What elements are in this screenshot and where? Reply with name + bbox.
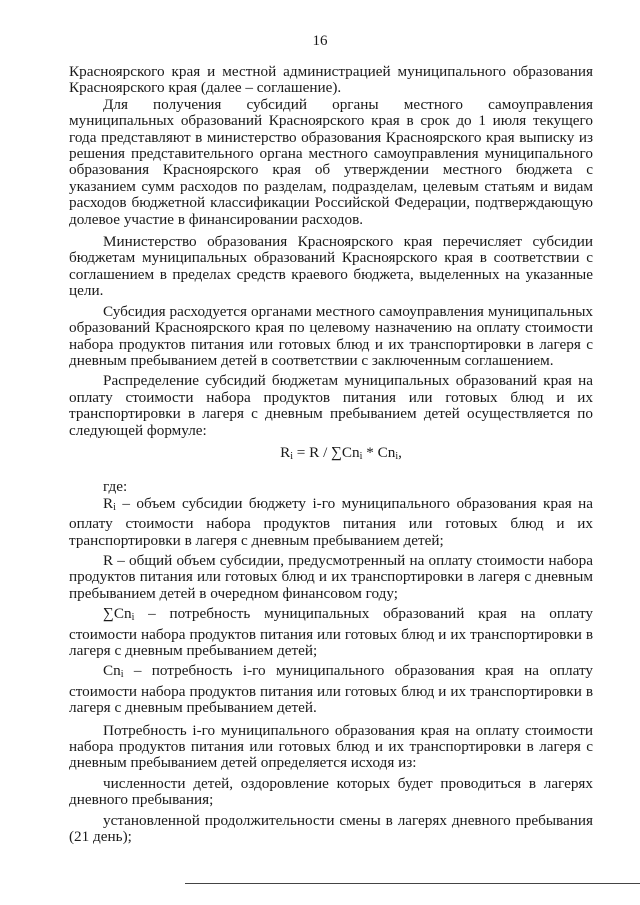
paragraph-need-determined: Потребность i-го муниципального образования края на оплату стоимости набора продуктов питания или готовых блюд и их транспортировки в лагеря с дневным пребыванием детей определяется исходя из: — [69, 721, 593, 772]
definition-sum-cni-sub: i — [131, 612, 135, 624]
formula-tail: * Cn — [362, 443, 396, 461]
where-label: где: — [103, 478, 128, 496]
definition-ri-text: – объем субсидии бюджету i-го муниципального образования края на оплату стоимости набора продуктов питания или готовых блюд и их транспортировки в лагеря с дневным пребыванием детей; — [69, 494, 593, 549]
document-body — [69, 64, 593, 845]
definition-ri-sub: i — [113, 501, 116, 513]
definition-sum-cni — [69, 606, 593, 659]
definition-sum-cni-text: – потребность муниципальных образований края на оплату стоимости набора продуктов питания или готовых блюд и их транспортировки в лагеря с дневным пребыванием детей; — [69, 605, 593, 659]
definition-sum-cni-symbol: ∑Cn — [103, 605, 132, 623]
formula-r: R — [280, 443, 291, 461]
paragraph-number-of-children: численности детей, оздоровление которых будет проводиться в лагерях дневного пребывания; — [69, 774, 593, 809]
formula-sub-i-1: i — [290, 450, 293, 462]
definition-r: R – общий объем субсидии, предусмотренный на оплату стоимости набора продуктов питания или готовых блюд и их транспортировки в лагеря с дневным пребыванием детей в очередном финансовом году; — [69, 551, 593, 602]
definition-cni — [69, 663, 593, 716]
formula-end: , — [398, 443, 402, 461]
definition-cni-text: – потребность i-го муниципального образования края на оплату стоимости набора продуктов питания или готовых блюд и их транспортировки в лагеря с дневным пребыванием детей. — [69, 662, 593, 717]
definition-cni-sub: i — [120, 669, 124, 681]
definition-ri-symbol: R — [103, 494, 114, 512]
formula-sub-i-3: i — [395, 450, 399, 462]
paragraph-distribution: Распределение субсидий бюджетам муниципальных образований края на оплату стоимости набора продуктов питания или готовых блюд и их транспортировки в лагеря с дневным пребыванием детей осуществляется по следующей формуле: — [69, 372, 593, 439]
definition-ri — [69, 496, 593, 549]
formula-sub-i-2: i — [359, 450, 363, 462]
paragraph-agreement: Красноярского края и местной администрацией муниципального образования Красноярского края (далее – соглашение). — [69, 63, 593, 97]
paragraph-subsidy-spending: Субсидия расходуется органами местного самоуправления муниципальных образований Красноярского края по целевому назначению на оплату стоимости набора продуктов питания или готовых блюд и их транспортировки в лагеря с дневным пребыванием детей в соответствии с заключенным соглашением. — [69, 302, 593, 369]
paragraph-obtaining-subsidies: Для получения субсидий органы местного самоуправления муниципальных образований Красноярского края в срок до 1 июля текущего года представляют в министерство образования Красноярского края выписку из решения представительного органа местного самоуправления муниципального образования Красноярского края об утверждении местного бюджета с указанием сумм расходов по разделам, подразделам, целевым статьям и видам расходов бюджетной классификации Российской Федерации, подтверждающую долевое участие в финансировании расходов. — [69, 95, 593, 228]
distribution-formula — [69, 445, 593, 465]
page-number: 16 — [312, 33, 328, 49]
footer-rule — [185, 883, 640, 884]
formula-middle: = R / ∑Cn — [292, 443, 360, 461]
paragraph-shift-duration: установленной продолжительности смены в лагерях дневного пребывания (21 день); — [69, 811, 593, 846]
paragraph-ministry-transfers: Министерство образования Красноярского края перечисляет субсидии бюджетам муниципальных образований Красноярского края в соответствии с соглашением в пределах средств краевого бюджета, выделенных на указанные цели. — [69, 233, 593, 300]
definition-cni-symbol: Cn — [103, 662, 121, 680]
